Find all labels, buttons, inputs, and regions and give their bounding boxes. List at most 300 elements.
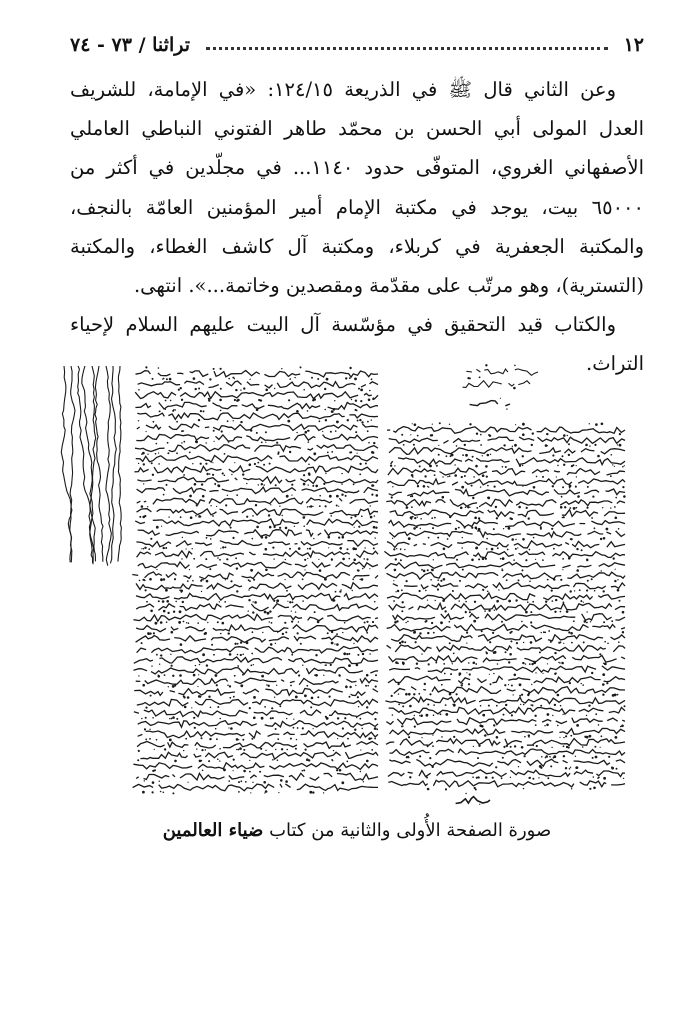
manuscript-dot — [562, 558, 564, 560]
manuscript-script-line — [136, 583, 378, 590]
manuscript-dot — [273, 526, 275, 528]
manuscript-dot — [523, 423, 525, 425]
manuscript-dot — [147, 632, 149, 634]
manuscript-dot — [267, 612, 270, 615]
manuscript-dot — [287, 420, 290, 423]
manuscript-dot — [291, 484, 293, 486]
manuscript-dot — [376, 728, 378, 730]
manuscript-dot — [501, 777, 503, 779]
manuscript-dot — [538, 777, 539, 778]
manuscript-dot — [563, 737, 564, 738]
manuscript-dot — [597, 455, 600, 458]
manuscript-dot — [554, 704, 556, 706]
manuscript-dot — [210, 505, 211, 506]
manuscript-dot — [581, 683, 582, 684]
manuscript-dot — [427, 569, 429, 571]
manuscript-dot — [552, 600, 554, 602]
manuscript-dot — [225, 579, 226, 580]
manuscript-dot — [534, 715, 536, 717]
manuscript-script-line — [385, 697, 625, 704]
manuscript-dot — [617, 694, 619, 696]
manuscript-dot — [171, 631, 174, 634]
manuscript-dot — [238, 781, 240, 783]
manuscript-dot — [497, 663, 499, 665]
manuscript-margin-line — [68, 366, 75, 562]
manuscript-dot — [477, 757, 479, 759]
manuscript-dot — [196, 748, 197, 749]
manuscript-dot — [187, 696, 190, 699]
manuscript-dot — [171, 718, 173, 720]
manuscript-dot — [202, 495, 205, 498]
manuscript-dot — [323, 675, 324, 676]
manuscript-script-line — [456, 797, 490, 804]
manuscript-dot — [411, 474, 414, 477]
manuscript-dot — [606, 682, 608, 684]
manuscript-dot — [488, 705, 490, 707]
manuscript-dot — [246, 483, 247, 484]
manuscript-dot — [598, 724, 600, 726]
manuscript-dot — [189, 569, 190, 570]
manuscript-dot — [252, 782, 253, 783]
manuscript-dot — [371, 749, 373, 751]
manuscript-dot — [310, 706, 312, 708]
manuscript-dot — [592, 757, 594, 759]
manuscript-dot — [489, 641, 491, 643]
manuscript-dot — [152, 781, 155, 784]
manuscript-dot — [575, 486, 577, 488]
manuscript-dot — [482, 558, 485, 561]
manuscript-dot — [502, 466, 504, 468]
manuscript-dot — [461, 684, 463, 686]
body-text — [70, 70, 644, 384]
manuscript-dot — [473, 662, 476, 665]
manuscript-dot — [195, 665, 196, 666]
manuscript-dot — [245, 781, 247, 783]
manuscript-dot — [400, 559, 402, 561]
manuscript-dot — [419, 715, 420, 716]
manuscript-dot — [286, 590, 288, 592]
manuscript-dot — [398, 693, 399, 694]
manuscript-dot — [209, 568, 211, 570]
manuscript-dot — [325, 473, 326, 474]
manuscript-dot — [480, 486, 481, 487]
manuscript-dot — [563, 434, 566, 437]
manuscript-dot — [183, 474, 185, 476]
manuscript-dot — [532, 601, 534, 603]
manuscript-dot — [435, 662, 437, 664]
manuscript-dot — [444, 673, 446, 675]
manuscript-dot — [595, 756, 598, 759]
manuscript-dot — [360, 771, 362, 773]
manuscript-dot — [347, 738, 349, 740]
manuscript-dot — [325, 505, 327, 507]
manuscript-dot — [209, 738, 211, 740]
manuscript-dot — [532, 432, 534, 434]
manuscript-dot — [414, 423, 417, 426]
manuscript-dot — [357, 453, 358, 454]
manuscript-dot — [351, 399, 352, 400]
manuscript-dot — [523, 788, 524, 789]
manuscript-dot — [539, 765, 542, 768]
manuscript-dot — [319, 505, 321, 507]
manuscript-dot — [518, 506, 521, 509]
manuscript-dot — [427, 632, 429, 634]
manuscript-dot — [263, 781, 266, 784]
manuscript-dot — [449, 475, 451, 477]
manuscript-dot — [569, 768, 571, 770]
manuscript-dot — [562, 486, 564, 488]
manuscript-dot — [589, 788, 591, 790]
manuscript-dot — [444, 610, 446, 612]
manuscript-dot — [276, 599, 279, 602]
manuscript-dot — [478, 776, 480, 778]
manuscript-dot — [210, 707, 212, 709]
manuscript-dot — [173, 611, 175, 613]
manuscript-script-line — [138, 731, 378, 738]
manuscript-dot — [490, 454, 491, 455]
manuscript-dot — [335, 591, 337, 593]
manuscript-dot — [358, 706, 359, 707]
manuscript-script-line — [134, 657, 378, 664]
manuscript-dot — [261, 483, 263, 485]
manuscript-script-line — [466, 401, 510, 406]
manuscript-dot — [501, 621, 503, 623]
manuscript-dot — [160, 621, 163, 624]
manuscript-dot — [366, 621, 368, 623]
manuscript-dot — [531, 444, 533, 446]
manuscript-dot — [513, 559, 515, 561]
manuscript-dot — [264, 611, 267, 614]
manuscript-dot — [271, 707, 273, 709]
manuscript-dot — [282, 633, 284, 635]
manuscript-dot — [604, 641, 606, 643]
manuscript-dot — [452, 590, 454, 592]
manuscript-dot — [417, 485, 419, 487]
manuscript-margin-line — [90, 366, 96, 561]
manuscript-dot — [355, 400, 357, 402]
manuscript-dot — [392, 714, 394, 716]
manuscript-dot — [275, 749, 276, 750]
manuscript-dot — [358, 388, 360, 390]
manuscript-dot — [172, 792, 174, 794]
manuscript-dot — [323, 792, 324, 793]
manuscript-dot — [606, 528, 609, 531]
manuscript-dot — [583, 641, 585, 643]
manuscript-dot — [411, 495, 413, 497]
manuscript-dot — [324, 388, 326, 390]
manuscript-dot — [356, 410, 357, 411]
manuscript-dot — [372, 452, 374, 454]
manuscript-dot — [366, 706, 368, 708]
manuscript-dot — [203, 410, 205, 412]
manuscript-dot — [427, 486, 428, 487]
manuscript-dot — [427, 600, 428, 601]
manuscript-dot — [240, 780, 242, 782]
manuscript-dot — [594, 590, 596, 592]
manuscript-dot — [298, 621, 299, 622]
manuscript-dot — [332, 760, 333, 761]
manuscript-dot — [246, 641, 249, 644]
manuscript-dot — [372, 485, 374, 487]
manuscript-dot — [315, 654, 317, 656]
manuscript-dot — [433, 714, 435, 716]
manuscript-dot — [189, 452, 191, 454]
manuscript-dot — [547, 777, 549, 779]
manuscript-dot — [541, 756, 543, 758]
manuscript-dot — [342, 727, 344, 729]
manuscript-dot — [243, 749, 245, 751]
manuscript-dot — [438, 454, 440, 456]
manuscript-dot — [396, 548, 397, 549]
manuscript-dot — [372, 621, 374, 623]
manuscript-dot — [522, 455, 524, 457]
manuscript-dot — [603, 777, 606, 780]
manuscript-dot — [449, 642, 451, 644]
manuscript-dot — [297, 632, 299, 634]
manuscript-dot — [516, 642, 518, 644]
manuscript-dot — [236, 749, 237, 750]
manuscript-dot — [434, 474, 436, 476]
manuscript-dot — [163, 547, 165, 549]
manuscript-dot — [464, 527, 466, 529]
manuscript-dot — [518, 579, 520, 581]
manuscript-dot — [357, 696, 359, 698]
manuscript-dot — [392, 538, 393, 539]
manuscript-dot — [290, 738, 292, 740]
manuscript-dot — [552, 715, 553, 716]
manuscript-dot — [433, 559, 434, 560]
manuscript-dot — [453, 653, 455, 655]
manuscript-script-line — [388, 770, 625, 777]
manuscript-dot — [514, 745, 516, 747]
manuscript-script-line — [135, 392, 378, 399]
manuscript-dot — [206, 580, 209, 583]
manuscript-dot — [327, 452, 329, 454]
manuscript-dot — [279, 706, 281, 708]
manuscript-dot — [479, 804, 480, 805]
manuscript-dot — [375, 685, 377, 687]
manuscript-dot — [256, 409, 259, 412]
manuscript-dot — [603, 621, 605, 623]
manuscript-dot — [138, 463, 139, 464]
manuscript-dot — [192, 548, 193, 549]
manuscript-dot — [432, 766, 434, 768]
manuscript-dot — [257, 462, 259, 464]
manuscript-dot — [266, 684, 267, 685]
manuscript-dot — [532, 778, 534, 780]
manuscript-dot — [408, 693, 411, 696]
manuscript-dot — [506, 408, 507, 409]
manuscript-dot — [212, 474, 214, 476]
manuscript-dot — [146, 431, 147, 432]
manuscript-image — [60, 360, 660, 815]
manuscript-dot — [285, 527, 288, 530]
manuscript-dot — [391, 695, 393, 697]
manuscript-dot — [510, 777, 511, 778]
manuscript-dot — [374, 515, 376, 517]
manuscript-dot — [492, 777, 494, 779]
manuscript-dot — [550, 641, 552, 643]
manuscript-dot — [429, 465, 432, 468]
manuscript-dot — [151, 665, 152, 666]
manuscript-dot — [617, 589, 620, 592]
manuscript-dot — [217, 758, 219, 760]
manuscript-dot — [313, 728, 314, 729]
manuscript-dot — [586, 589, 588, 591]
manuscript-dot — [303, 389, 305, 391]
manuscript-dot — [430, 434, 432, 436]
manuscript-dot — [291, 495, 292, 496]
manuscript-dot — [153, 632, 155, 634]
manuscript-dot — [341, 473, 342, 474]
manuscript-dot — [503, 714, 505, 716]
manuscript-dot — [570, 538, 572, 540]
manuscript-dot — [573, 620, 575, 622]
manuscript-dot — [554, 673, 556, 675]
manuscript-dot — [236, 494, 238, 496]
manuscript-dot — [414, 726, 416, 728]
manuscript-script-line — [389, 520, 625, 527]
manuscript-dot — [323, 483, 325, 485]
manuscript-dot — [288, 399, 290, 401]
manuscript-dot — [569, 485, 572, 488]
manuscript-dot — [488, 434, 490, 436]
manuscript-dot — [401, 641, 404, 644]
manuscript-dot — [519, 465, 521, 467]
manuscript-dot — [409, 705, 412, 708]
manuscript-script-line — [137, 699, 378, 706]
manuscript-dot — [149, 729, 150, 730]
manuscript-dot — [455, 528, 457, 530]
manuscript-dot — [330, 664, 332, 666]
manuscript-dot — [194, 483, 197, 486]
manuscript-dot — [305, 749, 307, 751]
manuscript-dot — [525, 663, 526, 664]
manuscript-dot — [347, 419, 349, 421]
manuscript-dot — [476, 777, 478, 779]
manuscript-dot — [339, 769, 342, 772]
manuscript-dot — [412, 423, 413, 424]
manuscript-dot — [502, 557, 505, 560]
manuscript-dot — [249, 760, 250, 761]
manuscript-dot — [234, 462, 235, 463]
manuscript-dot — [220, 388, 222, 390]
manuscript-dot — [440, 580, 442, 582]
manuscript-dot — [369, 568, 370, 569]
manuscript-dot — [165, 409, 166, 410]
manuscript-dot — [570, 632, 573, 635]
manuscript-script-line — [136, 434, 378, 441]
manuscript-dot — [484, 610, 486, 612]
manuscript-dot — [346, 653, 348, 655]
manuscript-dot — [521, 621, 523, 623]
manuscript-dot — [198, 674, 199, 675]
manuscript-dot — [194, 727, 196, 729]
manuscript-script-line — [133, 784, 378, 791]
manuscript-dot — [366, 558, 368, 560]
manuscript-dot — [480, 444, 482, 446]
manuscript-dot — [180, 387, 182, 389]
manuscript-dot — [302, 727, 304, 729]
manuscript-dot — [524, 736, 526, 738]
manuscript-dot — [166, 378, 168, 380]
manuscript-dot — [487, 454, 490, 457]
manuscript-dot — [304, 569, 305, 570]
manuscript-dot — [466, 643, 467, 644]
manuscript-dot — [337, 717, 339, 719]
manuscript-dot — [182, 537, 183, 538]
manuscript-script-line — [387, 624, 625, 631]
manuscript-dot — [249, 771, 251, 773]
manuscript-dot — [193, 717, 195, 719]
manuscript-dot — [619, 433, 621, 435]
manuscript-dot — [150, 695, 152, 697]
manuscript-dot — [508, 600, 511, 603]
manuscript-dot — [430, 579, 432, 581]
manuscript-dot — [567, 435, 568, 436]
manuscript-dot — [565, 767, 567, 769]
manuscript-dot — [145, 589, 147, 591]
manuscript-dot — [205, 463, 207, 465]
manuscript-script-line — [389, 666, 625, 673]
manuscript-dot — [529, 549, 531, 551]
manuscript-dot — [336, 633, 338, 635]
manuscript-dot — [252, 538, 254, 540]
manuscript-dot — [206, 537, 208, 539]
manuscript-dot — [230, 580, 232, 582]
manuscript-dot — [265, 790, 268, 793]
manuscript-dot — [228, 780, 230, 782]
manuscript-dot — [223, 769, 226, 772]
manuscript-script-line — [135, 445, 378, 452]
manuscript-dot — [212, 515, 214, 517]
manuscript-dot — [216, 684, 218, 686]
manuscript-dot — [222, 472, 224, 474]
manuscript-dot — [354, 527, 355, 528]
manuscript-dot — [324, 409, 326, 411]
manuscript-dot — [325, 716, 327, 718]
manuscript-script-line — [389, 437, 625, 443]
manuscript-dot — [336, 769, 338, 771]
manuscript-dot — [532, 704, 534, 706]
manuscript-dot — [513, 694, 514, 695]
manuscript-dot — [419, 755, 421, 757]
manuscript-dot — [153, 421, 155, 423]
manuscript-dot — [138, 389, 140, 391]
manuscript-dot — [263, 484, 265, 486]
manuscript-dot — [156, 654, 158, 656]
manuscript-dot — [308, 441, 310, 443]
manuscript-dot — [441, 736, 443, 738]
manuscript-dot — [192, 580, 194, 582]
manuscript-dot — [167, 452, 169, 454]
manuscript-dot — [240, 641, 242, 643]
manuscript-dot — [543, 631, 545, 633]
manuscript-dot — [589, 735, 592, 738]
manuscript-dot — [240, 654, 242, 656]
manuscript-dot — [369, 390, 371, 392]
manuscript-dot — [401, 434, 403, 436]
manuscript-dot — [152, 378, 154, 380]
manuscript-dot — [617, 579, 618, 580]
manuscript-dot — [624, 705, 626, 707]
manuscript-dot — [269, 526, 272, 529]
manuscript-dot — [618, 641, 620, 643]
manuscript-dot — [151, 462, 153, 464]
manuscript-dot — [407, 621, 409, 623]
manuscript-dot — [505, 704, 507, 706]
manuscript-dot — [415, 641, 417, 643]
